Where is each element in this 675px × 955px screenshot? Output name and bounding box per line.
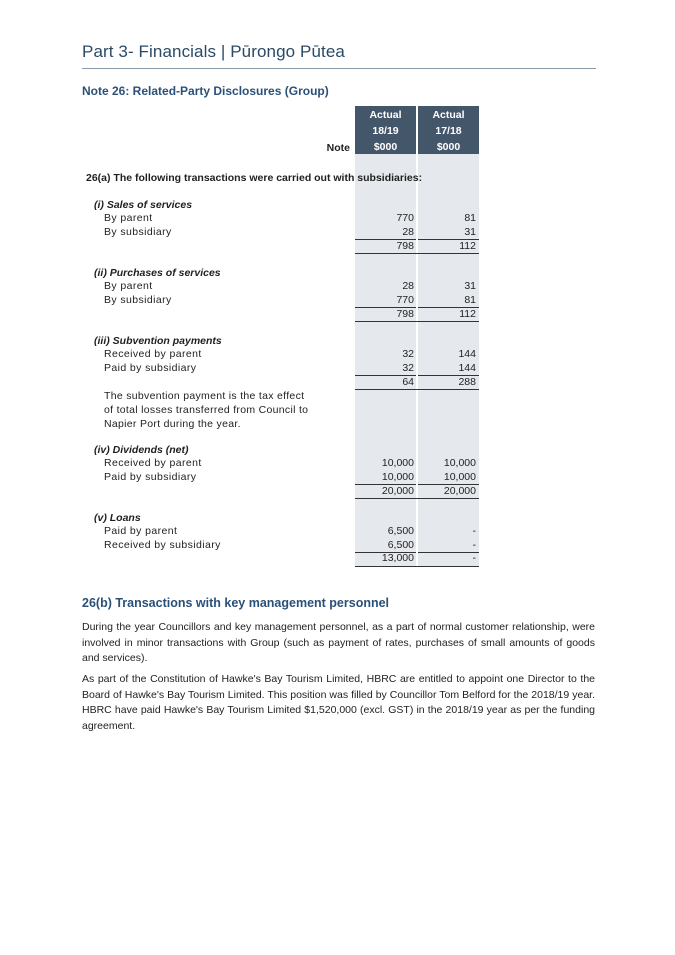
- total-underline: [355, 389, 479, 390]
- table-cell: 81: [464, 294, 476, 306]
- column-header-line: Actual: [432, 109, 465, 121]
- subvention-heading: (iii) Subvention payments: [94, 335, 222, 347]
- table-cell: 6,500: [387, 525, 414, 537]
- section-b-paragraph-2: As part of the Constitution of Hawke's Bay Tourism Limited, HBRC are entitled to appoint one Director to the Board of Hawke's Bay Tourism Limited. This position was filled by Councillor Tom Belford for the 2018/19 year. HBRC have paid Hawke's Bay Tourism Limited $1,520,000 (excl. GST) in the 2018/19 year as per the funding agreement.: [82, 673, 595, 732]
- table-row-label: Paid by subsidiary: [104, 471, 197, 483]
- table-row-label: By subsidiary: [104, 294, 172, 306]
- table-cell: 144: [458, 362, 476, 374]
- loans-heading: (v) Loans: [94, 512, 141, 524]
- table-cell: 10,000: [381, 457, 414, 469]
- table-cell: 144: [458, 348, 476, 360]
- total-cell: 20,000: [443, 485, 476, 497]
- purchases-heading: (ii) Purchases of services: [94, 267, 221, 279]
- total-underline: [355, 321, 479, 322]
- table-cell: 28: [402, 280, 414, 292]
- subvention-note-line: of total losses transferred from Council to: [104, 404, 309, 416]
- table-row-label: By parent: [104, 212, 153, 224]
- table-cell: -: [472, 525, 476, 537]
- table-cell: 10,000: [443, 457, 476, 469]
- total-cell: 13,000: [381, 552, 414, 564]
- column-header-actual-1718: [418, 106, 479, 154]
- total-underline: [355, 498, 479, 499]
- section-b-paragraph-1: During the year Councillors and key management personnel, as a part of normal customer relationship, were involved in minor transactions with Group (such as payment of rates, purchases of small amounts of goods and services).: [82, 621, 595, 664]
- table-cell: 770: [396, 294, 414, 306]
- table-cell: 28: [402, 226, 414, 238]
- total-cell: -: [472, 552, 476, 564]
- total-cell: 798: [396, 240, 414, 252]
- total-underline: [355, 253, 479, 254]
- column-header-line: Actual: [369, 109, 402, 121]
- header-divider: [82, 68, 596, 69]
- column-header-line: $000: [373, 141, 398, 153]
- table-cell: 10,000: [381, 471, 414, 483]
- section-a-intro: 26(a) The following transactions were carried out with subsidiaries:: [86, 172, 423, 184]
- total-cell: 288: [458, 376, 476, 388]
- note-column-label: Note: [326, 142, 350, 154]
- table-cell: 770: [396, 212, 414, 224]
- column-header-actual-1819: [355, 106, 416, 154]
- total-cell: 112: [459, 308, 476, 320]
- subvention-note-line: The subvention payment is the tax effect: [104, 390, 305, 402]
- table-cell: 81: [464, 212, 476, 224]
- table-cell: 31: [464, 226, 476, 238]
- total-underline: [355, 566, 479, 567]
- column-header-line: 18/19: [372, 125, 399, 137]
- table-row-label: Paid by parent: [104, 525, 178, 537]
- total-cell: 112: [459, 240, 476, 252]
- subvention-note-line: Napier Port during the year.: [104, 418, 241, 430]
- sales-heading: (i) Sales of services: [94, 199, 193, 211]
- table-cell: 32: [402, 348, 414, 360]
- table-row-label: By subsidiary: [104, 226, 172, 238]
- section-b-title: 26(b) Transactions with key management personnel: [82, 596, 390, 610]
- total-cell: 64: [402, 376, 414, 388]
- table-row-label: By parent: [104, 280, 153, 292]
- table-cell: 10,000: [443, 471, 476, 483]
- page-header-title: Part 3- Financials | Pūrongo Pūtea: [82, 42, 345, 61]
- column-header-line: 17/18: [435, 125, 462, 137]
- table-row-label: Received by parent: [104, 348, 202, 360]
- note-title: Note 26: Related-Party Disclosures (Group): [82, 84, 329, 98]
- total-cell: 20,000: [381, 485, 414, 497]
- table-cell: 32: [402, 362, 414, 374]
- total-cell: 798: [396, 308, 414, 320]
- table-cell: -: [472, 539, 476, 551]
- table-row-label: Received by subsidiary: [104, 539, 221, 551]
- table-row-label: Received by parent: [104, 457, 202, 469]
- table-cell: 31: [464, 280, 476, 292]
- column-header-line: $000: [436, 141, 461, 153]
- dividends-heading: (iv) Dividends (net): [94, 444, 189, 456]
- table-row-label: Paid by subsidiary: [104, 362, 197, 374]
- table-cell: 6,500: [387, 539, 414, 551]
